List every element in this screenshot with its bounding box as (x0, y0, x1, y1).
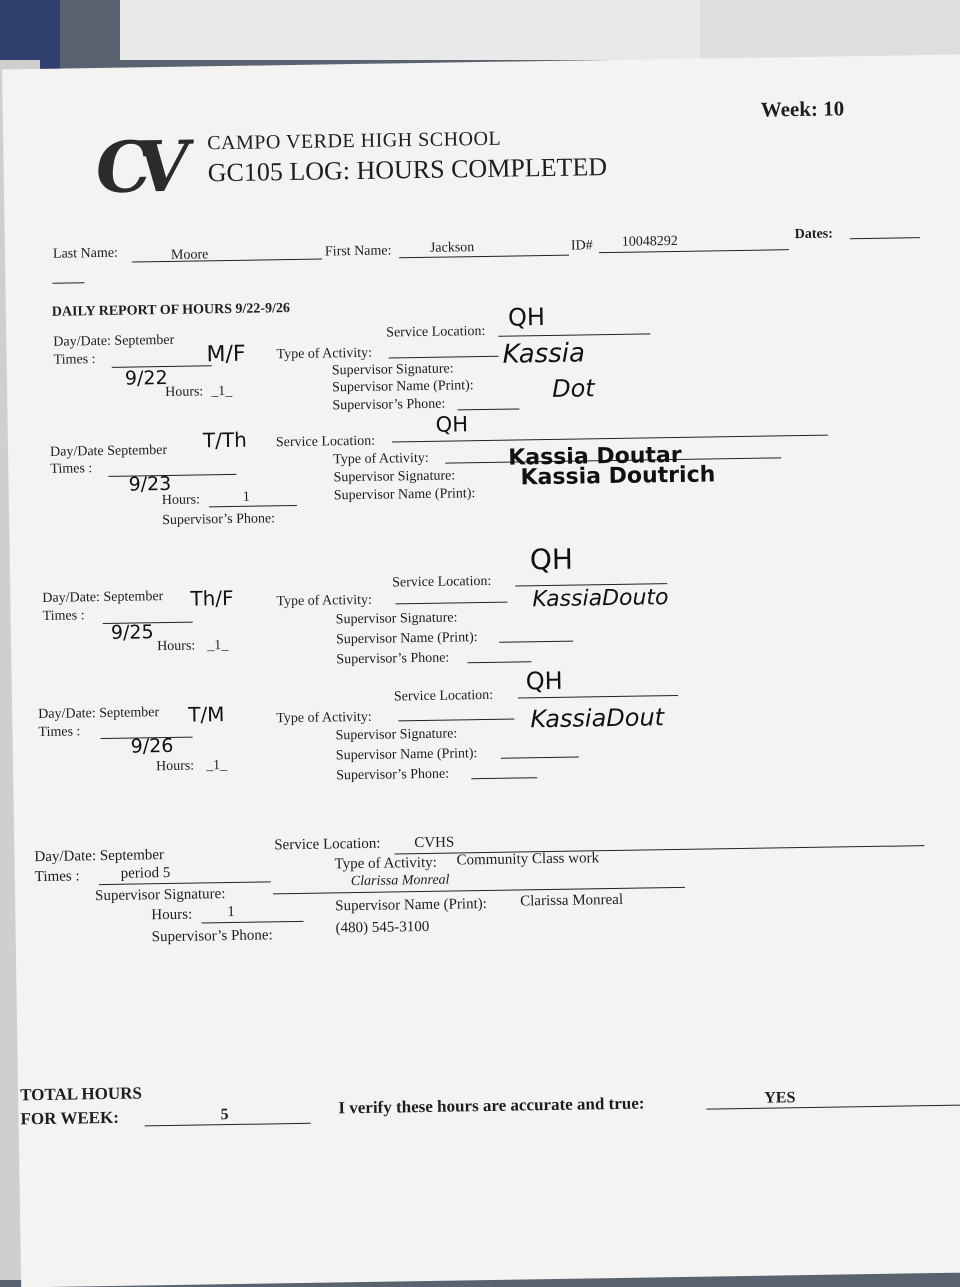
supervisor-name-label: Supervisor Name (Print): (335, 896, 487, 915)
first-name-label: First Name: (324, 243, 392, 260)
hours-label: Hours: (155, 758, 195, 775)
activity-label: Type of Activity: (276, 709, 372, 727)
phone-line (471, 777, 537, 779)
phone-label: Supervisor’s Phone: (336, 650, 450, 668)
week-number: Week: 10 (760, 96, 845, 122)
phone-label: Supervisor’s Phone: (151, 927, 273, 946)
signature-line (273, 887, 685, 894)
hours-value: _1_ (205, 758, 228, 774)
hours-label: Hours: (151, 906, 193, 924)
supervisor-name-label: Supervisor Name (Print): (335, 630, 478, 648)
supervisor-name-label: Supervisor Name (Print): (331, 378, 474, 396)
activity-line (395, 602, 507, 605)
signature-label: Supervisor Signature: (94, 886, 226, 905)
hours-value: _1_ (211, 383, 233, 400)
service-location-value: QH (435, 412, 469, 437)
last-name-value: Moore (170, 247, 209, 263)
verify-line (706, 1104, 960, 1109)
times-label: Times : (42, 608, 85, 624)
hours-line (209, 505, 297, 507)
signature-label: Supervisor Signature: (335, 610, 458, 628)
hours-label: Hours: (161, 492, 201, 509)
service-location-value: QH (525, 666, 563, 696)
supervisor-name-value: Kassia Doutrich (520, 462, 716, 491)
times-label: Times : (50, 461, 93, 477)
times-value: Th/F (190, 585, 234, 611)
total-hours-value: 5 (220, 1106, 229, 1124)
activity-label: Type of Activity: (333, 450, 429, 468)
day-date-label: Day/Date: September (42, 589, 164, 606)
service-location-label: Service Location: (275, 433, 376, 451)
hours-label: Hours: (165, 384, 204, 401)
hours-line (201, 921, 303, 924)
service-location-label: Service Location: (386, 323, 486, 341)
times-label: Times : (34, 868, 80, 886)
times-label: Times : (38, 724, 81, 741)
phone-label: Supervisor’s Phone: (332, 396, 446, 414)
first-name-line (399, 255, 569, 259)
verify-value: YES (764, 1089, 796, 1107)
first-name-value: Jackson (429, 240, 475, 256)
signature-value: KassiaDout (530, 703, 665, 734)
day-date-label: Day/Date September (49, 442, 168, 460)
service-location-value: QH (529, 542, 574, 577)
date-value: 9/23 (128, 472, 172, 496)
phone-line (457, 408, 519, 410)
phone-label: Supervisor’s Phone: (336, 766, 450, 784)
service-location-line (498, 333, 650, 336)
service-location-label: Service Location: (393, 687, 494, 705)
last-name-overflow-line (52, 282, 84, 284)
total-hours-label: TOTAL HOURS (20, 1083, 143, 1105)
school-logo: CV (90, 124, 179, 210)
times-value: period 5 (120, 864, 171, 882)
activity-label: Type of Activity: (276, 592, 373, 610)
signature-label: Supervisor Signature: (333, 468, 456, 486)
background-sheet (120, 0, 760, 60)
phone-label: Supervisor’s Phone: (162, 511, 276, 529)
times-label: Times : (53, 352, 96, 368)
signature-label: Supervisor Signature: (331, 361, 454, 379)
log-sheet (2, 54, 960, 1287)
activity-value: Community Class work (456, 850, 600, 869)
signature-value: KassiaDouto (532, 585, 669, 613)
id-label: ID# (570, 238, 593, 254)
hours-value: 1 (242, 489, 250, 505)
log-title: GC105 LOG: HOURS COMPLETED (207, 152, 608, 188)
service-location-value: CVHS (414, 834, 455, 852)
hours-value: _1_ (207, 638, 229, 654)
date-value: 9/22 (124, 366, 168, 390)
phone-value: (480) 545-3100 (335, 918, 430, 937)
supervisor-name-value: Clarissa Monreal (520, 891, 624, 910)
service-location-line (518, 695, 678, 699)
last-name-line (132, 259, 322, 263)
times-value: T/Th (202, 427, 247, 453)
service-location-label: Service Location: (392, 573, 492, 591)
day-date-label: Day/Date: September (34, 847, 165, 866)
report-title: DAILY REPORT OF HOURS 9/22-9/26 (51, 301, 291, 320)
dates-line (850, 237, 920, 239)
last-name-label: Last Name: (52, 245, 118, 262)
service-location-value: QH (507, 303, 546, 332)
signature-label: Supervisor Signature: (335, 726, 458, 744)
signature-value: Clarissa Monreal (350, 872, 450, 890)
times-value: T/M (188, 702, 225, 727)
times-value: M/F (206, 341, 246, 368)
activity-line (398, 719, 514, 722)
supervisor-name-label: Supervisor Name (Print): (333, 486, 476, 504)
day-date-label: Day/Date: September (53, 332, 175, 350)
hours-label: Hours: (157, 638, 196, 655)
signature-value: Kassia Doutar (508, 442, 682, 471)
supervisor-name-label: Supervisor Name (Print): (335, 746, 478, 764)
phone-line (467, 661, 531, 663)
hours-value: 1 (227, 903, 235, 921)
id-value: 10048292 (621, 233, 678, 250)
verify-label: I verify these hours are accurate and true: (338, 1093, 645, 1118)
date-value: 9/25 (110, 621, 154, 644)
supervisor-name-value: Dot (551, 374, 595, 403)
date-value: 9/26 (130, 734, 174, 758)
signature-value: Kassia (502, 338, 586, 370)
dates-label: Dates: (794, 226, 833, 243)
activity-line (389, 356, 499, 359)
supervisor-name-line (501, 757, 579, 759)
supervisor-name-line (499, 641, 573, 643)
activity-label: Type of Activity: (334, 854, 437, 873)
total-hours-label-2: FOR WEEK: (20, 1107, 120, 1129)
day-date-label: Day/Date: September (38, 705, 160, 723)
service-location-label: Service Location: (274, 835, 381, 854)
activity-label: Type of Activity: (276, 345, 373, 363)
school-name: CAMPO VERDE HIGH SCHOOL (207, 127, 502, 155)
